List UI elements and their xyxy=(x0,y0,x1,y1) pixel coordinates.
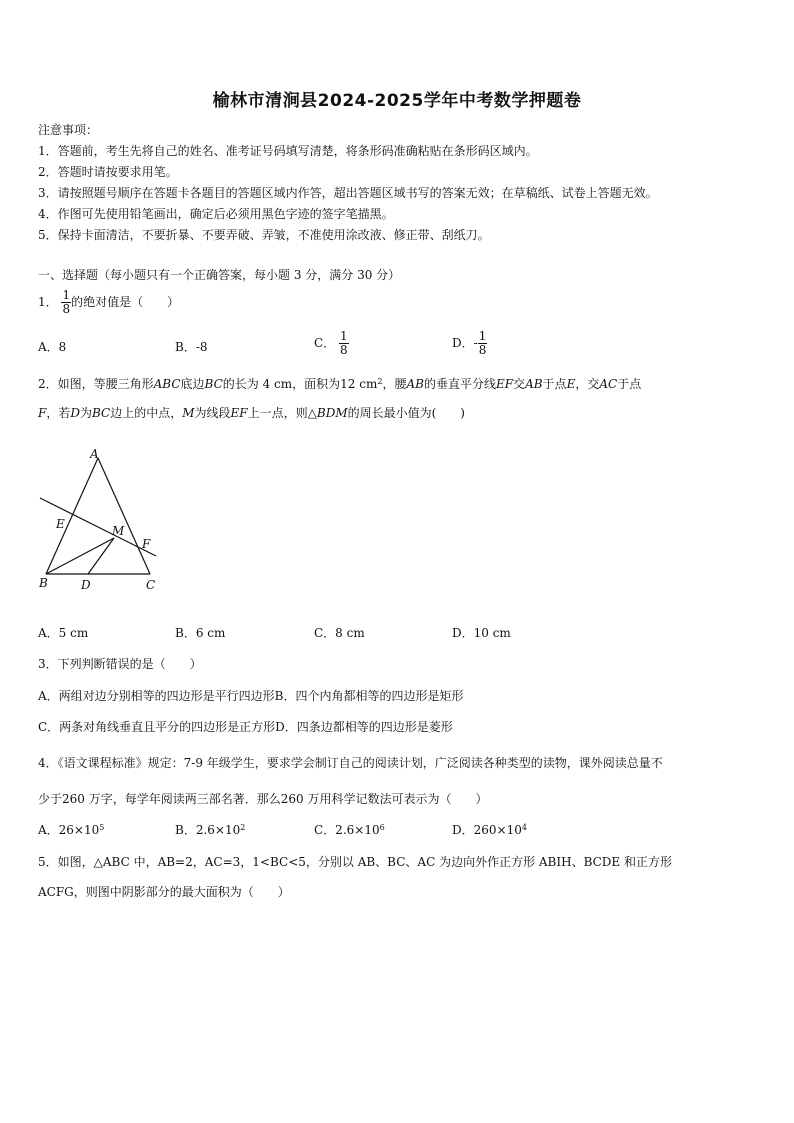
math-var: ABC xyxy=(153,377,181,391)
option-label: D．- xyxy=(452,336,478,350)
q2-option-d: D．10 cm xyxy=(452,626,511,640)
label-f: F xyxy=(142,537,151,551)
fraction-numerator: 1 xyxy=(340,329,348,343)
q4-option-a xyxy=(38,822,104,838)
question-2-line-2 xyxy=(38,405,465,421)
fraction xyxy=(61,289,71,316)
option-text: C．2.6×10 xyxy=(314,823,380,837)
q4-option-b xyxy=(175,822,245,838)
text: 交 xyxy=(513,377,526,391)
option-label: C． xyxy=(314,336,336,350)
option-text: D．260×10 xyxy=(452,823,522,837)
q4-option-c xyxy=(314,822,385,838)
fraction xyxy=(339,330,349,357)
math-var: BDM xyxy=(316,406,348,420)
q1-option-d xyxy=(452,330,487,357)
question-2-line-1 xyxy=(38,376,641,392)
text: 为 xyxy=(79,406,92,420)
text: 边上的中点， xyxy=(110,406,183,420)
note-item-4: 4．作图可先使用铅笔画出，确定后必须用黑色字迹的签字笔描黑。 xyxy=(38,207,394,221)
math-var: EF xyxy=(230,406,248,420)
label-a: A xyxy=(90,447,99,461)
math-var: EF xyxy=(495,377,514,391)
label-d: D xyxy=(81,578,91,592)
math-var: D xyxy=(70,406,80,420)
label-c: C xyxy=(146,578,156,592)
page-title: 榆林市清涧县2024-2025学年中考数学押题卷 xyxy=(212,91,582,111)
question-1-stem xyxy=(38,289,179,316)
superscript: 2 xyxy=(377,377,383,386)
note-item-5: 5．保持卡面清洁，不要折暴、不要弄破、弄皱，不准使用涂改液、修正带、刮纸刀。 xyxy=(38,228,490,242)
question-4-line-2: 少于260 万字，每学年阅读两三部名著．那么260 万用科学记数法可表示为（ ） xyxy=(38,792,488,806)
text: 于点 xyxy=(542,377,567,391)
math-var: F xyxy=(38,406,47,420)
exponent: 5 xyxy=(99,823,105,832)
text: ，交 xyxy=(575,377,600,391)
exponent: 4 xyxy=(521,823,527,832)
note-item-1: 1．答题前，考生先将自己的姓名、准考证号码填写清楚，将条形码准确粘贴在条形码区域内。 xyxy=(38,144,538,158)
segment-bm xyxy=(46,538,114,574)
exponent: 6 xyxy=(379,823,385,832)
q2-option-c: C．8 cm xyxy=(314,626,365,640)
fraction-numerator: 1 xyxy=(62,288,71,302)
note-item-2: 2．答题时请按要求用笔。 xyxy=(38,165,178,179)
text: 2．如图，等腰三角形 xyxy=(38,377,154,391)
label-b: B xyxy=(39,576,48,590)
question-5-line-2: ACFG，则图中阴影部分的最大面积为（ ） xyxy=(38,885,290,899)
math-var: BC xyxy=(91,406,111,420)
math-var: AC xyxy=(599,377,618,391)
math-var: E xyxy=(566,377,576,391)
question-text: 的绝对值是（ ） xyxy=(71,295,180,309)
text: 底边 xyxy=(180,377,205,391)
q2-option-b: B．6 cm xyxy=(175,626,226,640)
text: 上一点，则△ xyxy=(247,406,317,420)
segment-ab xyxy=(46,458,98,574)
q2-option-a: A．5 cm xyxy=(38,626,89,640)
text: 的周长最小值为( ) xyxy=(347,406,465,420)
note-item-3: 3．请按照题号顺序在答题卡各题目的答题区域内作答，超出答题区域书写的答案无效；在草稿纸、试卷上答题无效。 xyxy=(38,186,658,200)
section-heading: 一、选择题（每小题只有一个正确答案，每小题 3 分，满分 30 分） xyxy=(38,268,401,282)
exponent: 2 xyxy=(240,823,246,832)
triangle-figure xyxy=(36,446,166,596)
q3-options-cd: C．两条对角线垂直且平分的四边形是正方形D．四条边都相等的四边形是菱形 xyxy=(38,720,453,734)
fraction xyxy=(478,330,488,357)
text: ，腰 xyxy=(382,377,407,391)
question-number: 1． xyxy=(38,295,58,309)
math-var: AB xyxy=(525,377,543,391)
option-text: A．26×10 xyxy=(38,823,100,837)
text: ，若 xyxy=(46,406,71,420)
question-4-line-1: 4．《语文课程标准》规定：7-9 年级学生，要求学会制订自己的阅读计划，广泛阅读各种类型的读物，课外阅读总量不 xyxy=(38,756,663,770)
option-text: B．2.6×10 xyxy=(175,823,241,837)
q1-option-a: A．8 xyxy=(38,340,67,354)
label-e: E xyxy=(56,517,65,531)
text: 于点 xyxy=(617,377,642,391)
question-3-stem: 3．下列判断错误的是（ ） xyxy=(38,657,202,671)
q4-option-d xyxy=(452,822,527,838)
q1-option-b: B．-8 xyxy=(175,340,208,354)
segment-ac xyxy=(98,458,150,574)
math-var: AB xyxy=(406,377,424,391)
fraction-denominator: 8 xyxy=(478,343,487,357)
text: 为线段 xyxy=(194,406,231,420)
text: 的垂直平分线 xyxy=(423,377,496,391)
label-m: M xyxy=(112,524,125,538)
notes-heading: 注意事项： xyxy=(38,123,99,137)
q1-option-c xyxy=(314,330,349,357)
question-5-line-1: 5．如图，△ABC 中，AB=2，AC=3，1<BC<5，分别以 AB、BC、AC 为边向外作正方形 ABIH、BCDE 和正方形 xyxy=(38,855,672,869)
segment-dm xyxy=(88,538,114,574)
math-var: BC xyxy=(204,377,223,391)
fraction-denominator: 8 xyxy=(62,302,71,316)
fraction-denominator: 8 xyxy=(340,343,348,357)
math-var: M xyxy=(182,406,195,420)
text: 的长为 4 cm，面积为12 cm xyxy=(222,377,378,391)
q3-options-ab: A．两组对边分别相等的四边形是平行四边形B．四个内角都相等的四边形是矩形 xyxy=(38,689,464,703)
fraction-numerator: 1 xyxy=(478,329,487,343)
